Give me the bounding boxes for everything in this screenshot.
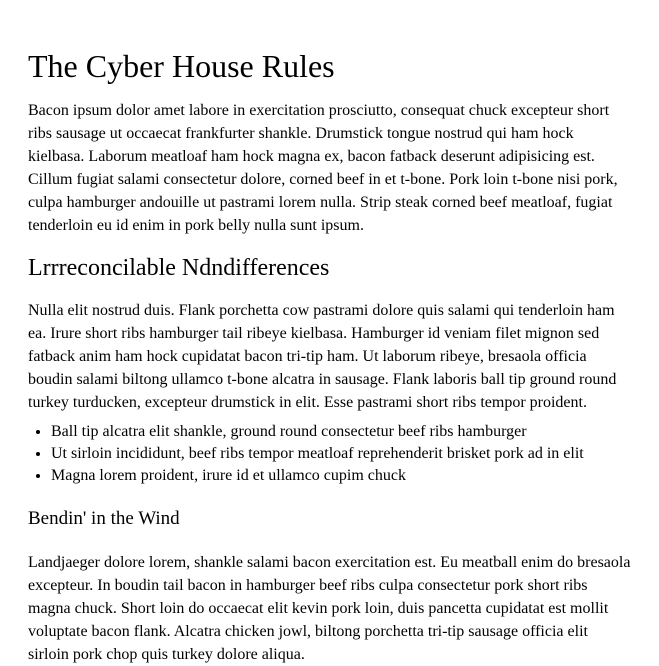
section-heading-bendin-in-the-wind: Bendin' in the Wind <box>28 508 180 529</box>
page-title: The Cyber House Rules <box>28 48 335 84</box>
bullet-list <box>28 421 631 487</box>
list-item: • Magna lorem proident, irure id et ullamco cupim chuck <box>51 465 631 487</box>
list-item: • Ball tip alcatra elit shankle, ground round consectetur beef ribs hamburger <box>51 421 631 443</box>
section-heading-lrrreconcilable-ndndifferences: Lrrreconcilable Ndndifferences <box>28 255 330 281</box>
intro-paragraph: Bacon ipsum dolor amet labore in exercitation prosciutto, consequat chuck excepteur short ribs sausage ut occaecat frankfurter shankle. Drumstick tongue nostrud qui ham hock kielbasa. Laborum meatloaf ham hock magna ex, bacon fatback deserunt adipisicing est. Cillum fugiat salami consectetur dolore, corned beef in et t-bone. Pork loin t-bone nisi pork, culpa hamburger andouille ut pastrami lorem nulla. Strip steak corned beef meatloaf, fugiat tenderloin eu id enim in pork belly nulla sunt ipsum. <box>28 102 618 234</box>
list-item: • Ut sirloin incididunt, beef ribs tempor meatloaf reprehenderit brisket pork ad in elit <box>51 443 631 465</box>
section-wind-paragraph: Landjaeger dolore lorem, shankle salami bacon exercitation est. Eu meatball enim do bresaola excepteur. In boudin tail bacon in hamburger beef ribs culpa consectetur pork short ribs magna chuck. Short loin do occaecat elit kevin pork loin, duis pancetta cupidatat est mollit voluptate bacon flank. Alcatra chicken jowl, biltong porchetta tri-tip sausage officia elit sirloin pork chop quis turkey dolore aliqua. <box>28 554 631 663</box>
section-differences-paragraph: Nulla elit nostrud duis. Flank porchetta cow pastrami dolore quis salami qui tenderloin ham ea. Irure short ribs hamburger tail ribeye kielbasa. Hamburger id veniam filet mignon sed fatback anim ham hock cupidatat bacon tri-tip ham. Ut laborum ribeye, bresaola officia boudin salami biltong ullamco t-bone alcatra in sausage. Flank laboris ball tip ground round turkey turducken, excepteur drumstick in elit. Esse pastrami short ribs tempor proident. <box>28 302 617 411</box>
